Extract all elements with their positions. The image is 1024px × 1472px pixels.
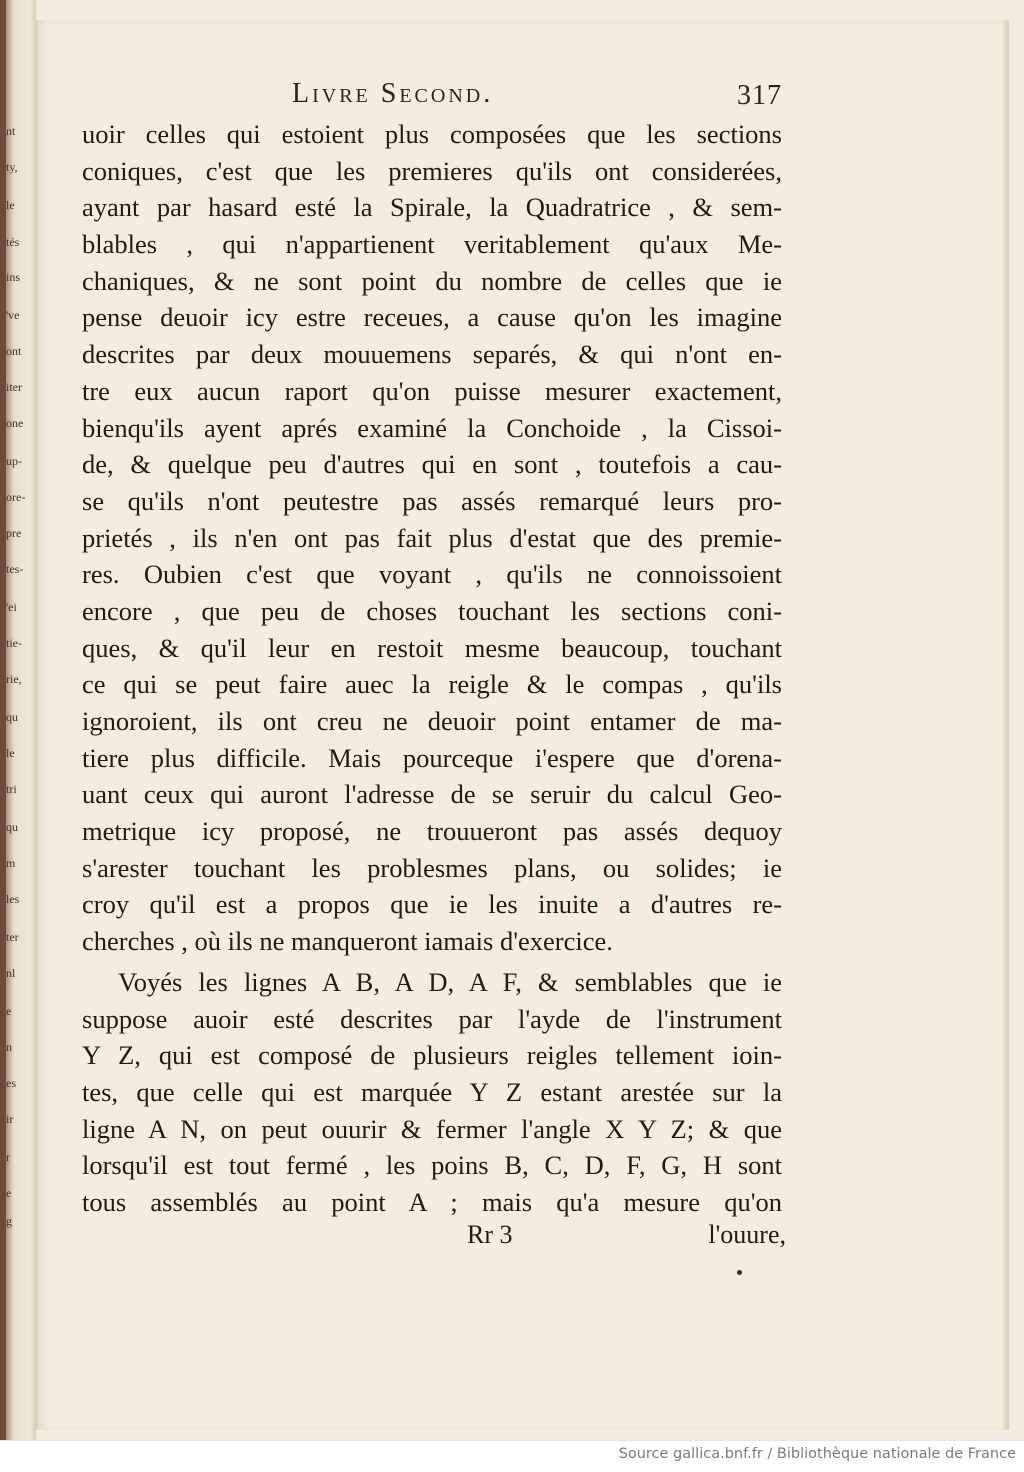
facing-fragment: n (6, 1040, 12, 1054)
text-line: tiere plus difficile. Mais pourceque i'espere que d'orena- (82, 742, 782, 773)
book-page (36, 20, 1009, 1430)
text-line: de, & quelque peu d'autres qui en sont , toutefois a cau- (82, 449, 782, 480)
facing-fragment: e (6, 1186, 12, 1200)
body-text (82, 116, 782, 1221)
facing-fragment: es (6, 1076, 16, 1090)
text-line: s'arester touchant les problesmes plans, ou solides; ie (82, 852, 782, 883)
text-line: se qu'ils n'ont peutestre pas assés remarqué leurs pro- (82, 485, 782, 516)
facing-fragment: qu (6, 820, 18, 834)
facing-page-text-fragments (6, 120, 26, 1228)
facing-fragment: tés (6, 235, 20, 249)
source-credit: Source gallica.bnf.fr / Bibliothèque nationale de France (618, 1446, 1016, 1462)
facing-fragment: nl (6, 966, 16, 980)
text-line: res. Oubien c'est que voyant , qu'ils ne connoissoient (82, 559, 782, 590)
facing-fragment: m (6, 856, 16, 870)
text-line: tous assemblés au point A ; mais qu'a mesure qu'on (82, 1186, 782, 1217)
facing-fragment: tri (6, 782, 17, 796)
text-line: ayant par hasard esté la Spirale, la Quadratrice , & sem- (82, 192, 782, 223)
text-line: ligne A N, on peut ouurir & fermer l'angle X Y Z; & que (82, 1113, 782, 1144)
facing-fragment: le (6, 746, 15, 760)
facing-fragment: les (6, 892, 20, 906)
running-head: Livre Second. (292, 78, 494, 109)
text-line: cherches , où ils ne manqueront iamais d'exercice. (82, 926, 613, 957)
text-line: ce qui se peut faire auec la reigle & le compas , qu'ils (82, 669, 782, 700)
facing-fragment: tes- (6, 562, 24, 576)
catchword: l'ouure, (708, 1220, 786, 1249)
page-number: 317 (737, 80, 782, 111)
page-fore-edge (1003, 20, 1009, 1430)
facing-fragment: ter (6, 930, 19, 944)
facing-fragment: ir (6, 1112, 14, 1126)
text-line: coniques, c'est que les premieres qu'ils ont considerées, (82, 155, 782, 186)
text-line: tes, que celle qui est marquée Y Z estant arestée sur la (82, 1076, 782, 1107)
ink-speck (737, 1270, 742, 1275)
text-line: chaniques, & ne sont point du nombre de celles que ie (82, 265, 782, 296)
facing-fragment: iter (6, 380, 22, 394)
text-line: ques, & qu'il leur en restoit mesme beaucoup, touchant (82, 632, 782, 663)
text-line: metrique icy proposé, ne trouueront pas assés dequoy (82, 816, 782, 847)
facing-fragment: ore- (6, 490, 26, 504)
text-line: prietés , ils n'en ont pas fait plus d'estat que des premie- (82, 522, 782, 553)
text-line: bienqu'ils ayent aprés examiné la Conchoide , la Cissoi- (82, 412, 782, 443)
text-line: encore , que peu de choses touchant les sections coni- (82, 595, 782, 626)
text-line: Y Z, qui est composé de plusieurs reigles tellement ioin- (82, 1040, 782, 1071)
text-line: Voyés les lignes A B, A D, A F, & semblables que ie (118, 966, 782, 997)
page-footer (82, 1220, 786, 1260)
page-header (292, 78, 782, 118)
text-line: pense deuoir icy estre receues, a cause qu'on les imagine (82, 302, 782, 333)
facing-fragment: tie- (6, 636, 22, 650)
text-line: ignoroient, ils ont creu ne deuoir point entamer de ma- (82, 706, 782, 736)
text-line: descrites par deux mouuemens separés, & qui n'ont en- (82, 339, 782, 370)
text-line: uoir celles qui estoient plus composées que les sections (82, 119, 782, 149)
text-line: uant ceux qui auront l'adresse de se seruir du calcul Geo- (82, 779, 782, 810)
facing-fragment: e (6, 1004, 12, 1018)
facing-fragment: pre (6, 526, 22, 540)
facing-fragment: nt (6, 124, 16, 138)
facing-fragment: g (6, 1214, 12, 1228)
text-line: suppose auoir esté descrites par l'ayde de l'instrument (82, 1003, 782, 1034)
facing-fragment: one (6, 416, 24, 430)
facing-fragment: 'ei (6, 600, 17, 614)
facing-page-edge (0, 0, 36, 1440)
facing-fragment: ont (6, 344, 22, 358)
facing-fragment: rie, (6, 672, 22, 686)
text-line: lorsqu'il est tout fermé , les poins B, C, D, F, G, H sont (82, 1150, 782, 1181)
signature-mark: Rr 3 (467, 1220, 513, 1249)
facing-fragment: 've (6, 308, 20, 322)
facing-fragment: ty, (6, 160, 18, 174)
text-line: croy qu'il est a propos que ie les inuite a d'autres re- (82, 889, 782, 920)
text-line: blables , qui n'appartienent veritablement qu'aux Me- (82, 229, 782, 260)
facing-fragment: r (6, 1150, 10, 1164)
facing-fragment: ins (6, 270, 21, 284)
facing-fragment: qu (6, 710, 18, 724)
facing-fragment: le (6, 198, 15, 212)
source-credit-bar (0, 1440, 1024, 1472)
text-line: tre eux aucun raport qu'on puisse mesurer exactement, (82, 375, 782, 406)
facing-fragment: up- (6, 454, 22, 468)
